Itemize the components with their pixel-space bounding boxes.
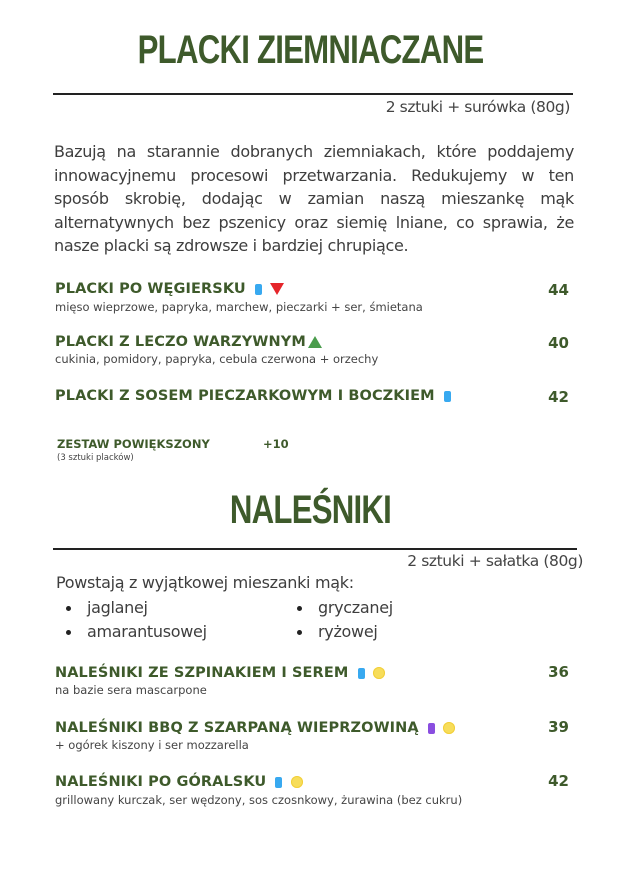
menu-item-description: na bazie sera mascarpone xyxy=(55,683,207,697)
set-price: +10 xyxy=(263,437,289,451)
section-intro: Bazują na starannie dobranych ziemniakach, które poddajemy innowacyjnemu procesowi przetwarzania. Redukujemy w ten sposób skrobię, dodając w zamian naszą mieszankę mąk alternatywnych bez pszenicy oraz siemię lniane, co sprawia, że nasze placki są zdrowsze i bardziej chrupiące. xyxy=(54,142,574,255)
menu-item-description: cukinia, pomidory, papryka, cebula czerwona + orzechy xyxy=(55,352,379,366)
blue-gluten-free-icon xyxy=(255,284,262,295)
section-intro: Powstają z wyjątkowej mieszanki mąk: xyxy=(56,573,354,592)
divider xyxy=(53,93,573,95)
dish-title: NALEŚNIKI BBQ Z SZARPANĄ WIEPRZOWINĄ xyxy=(55,720,419,736)
purple-icon xyxy=(428,723,435,734)
yellow-circle-icon xyxy=(373,667,385,679)
menu-item-price: 39 xyxy=(548,718,569,736)
menu-item-price: 42 xyxy=(548,388,569,406)
list-item: gryczanej xyxy=(297,598,393,617)
section-title-nalesniki: NALEŚNIKI xyxy=(229,488,392,532)
menu-item-name xyxy=(55,334,325,350)
menu-item-name xyxy=(55,388,454,404)
set-note: (3 sztuki placków) xyxy=(57,453,134,463)
menu-item-price: 44 xyxy=(548,281,569,299)
menu-item-description: mięso wieprzowe, papryka, marchew, pieczarki + ser, śmietana xyxy=(55,300,423,314)
blue-gluten-free-icon xyxy=(358,668,365,679)
yellow-circle-icon xyxy=(443,722,455,734)
serving-info: 2 sztuki + surówka (80g) xyxy=(385,98,570,116)
dish-title: PLACKI Z SOSEM PIECZARKOWYM I BOCZKIEM xyxy=(55,388,435,404)
set-name: ZESTAW POWIĘKSZONY xyxy=(57,437,210,451)
menu-item-name xyxy=(55,774,306,790)
list-item: ryżowej xyxy=(297,622,378,641)
menu-item-description: + ogórek kiszony i ser mozzarella xyxy=(55,738,249,752)
red-triangle-spicy-icon xyxy=(270,283,284,295)
serving-info: 2 sztuki + sałatka (80g) xyxy=(407,552,583,570)
list-item: amarantusowej xyxy=(66,622,207,641)
dish-title: NALEŚNIKI ZE SZPINAKIEM I SEREM xyxy=(55,665,349,681)
blue-gluten-free-icon xyxy=(275,777,282,788)
list-item: jaglanej xyxy=(66,598,148,617)
yellow-circle-icon xyxy=(291,776,303,788)
green-triangle-vegan-icon xyxy=(308,336,322,348)
menu-item-description: grillowany kurczak, ser wędzony, sos czosnkowy, żurawina (bez cukru) xyxy=(55,793,463,807)
dish-title: NALEŚNIKI PO GÓRALSKU xyxy=(55,774,267,790)
bullet-icon xyxy=(66,630,71,635)
divider xyxy=(53,548,577,550)
menu-item-name xyxy=(55,720,458,736)
blue-gluten-free-icon xyxy=(444,391,451,402)
menu-item-name xyxy=(55,665,388,681)
bullet-icon xyxy=(66,606,71,611)
menu-item-price: 36 xyxy=(548,663,569,681)
section-title-placki: PLACKI ZIEMNIACZANE xyxy=(137,28,484,72)
dish-title: PLACKI PO WĘGIERSKU xyxy=(55,281,246,297)
bullet-icon xyxy=(297,630,302,635)
menu-item-price: 42 xyxy=(548,772,569,790)
menu-item-name xyxy=(55,281,287,297)
bullet-icon xyxy=(297,606,302,611)
menu-item-price: 40 xyxy=(548,334,569,352)
dish-title: PLACKI Z LECZO WARZYWNYM xyxy=(55,334,306,350)
